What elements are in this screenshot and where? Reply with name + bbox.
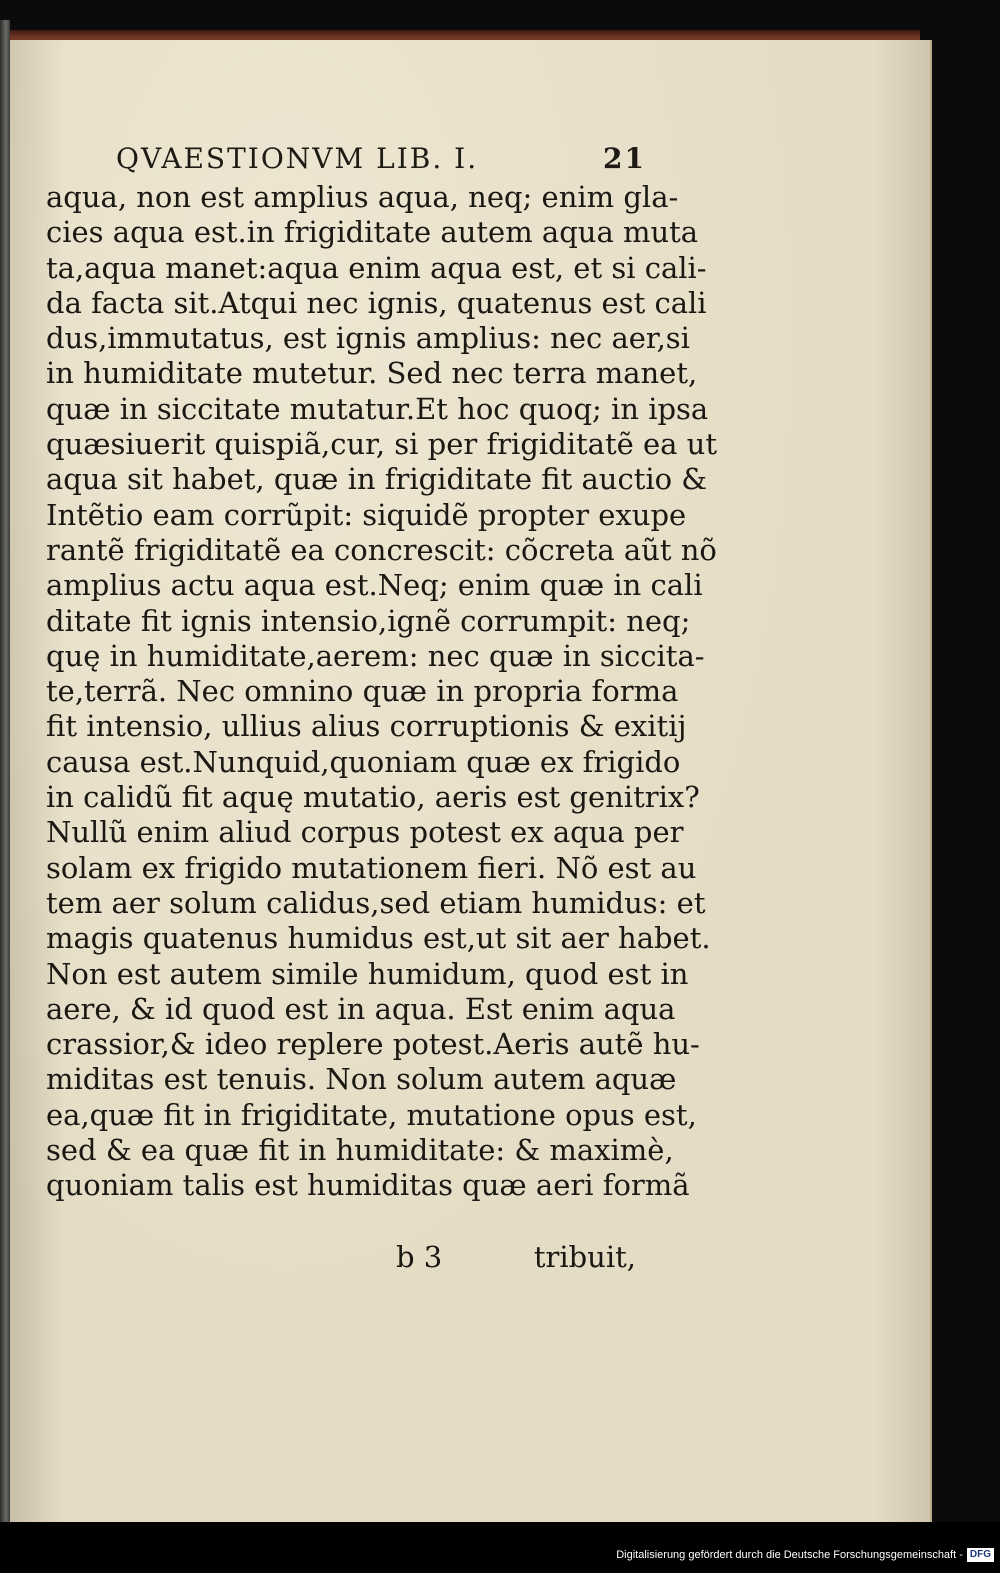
- funding-credit-text: Digitalisierung gefördert durch die Deutsche Forschungsgemeinschaft -: [616, 1549, 963, 1561]
- text-line: te,terrã. Nec omnino quæ in propria forma: [46, 674, 679, 709]
- text-line: rantẽ frigiditatẽ ea concrescit: cõcreta aũt nõ: [46, 532, 717, 567]
- running-header: [104, 142, 664, 178]
- text-line: aere, & id quod est in aqua. Est enim aqua: [46, 991, 676, 1026]
- text-line: quæsiuerit quispiã,cur, si per frigiditatẽ ea ut: [46, 427, 717, 462]
- text-line: cies aqua est.in frigiditate autem aqua muta: [46, 215, 699, 250]
- catchword: tribuit,: [533, 1240, 636, 1274]
- body-text: [46, 180, 717, 1204]
- text-line: quę in humiditate,aerem: nec quæ in siccita-: [46, 638, 705, 673]
- text-line: dus,immutatus, est ignis amplius: nec aer,si: [46, 321, 690, 356]
- text-line: amplius actu aqua est.Neq; enim quæ in cali: [46, 568, 703, 603]
- text-line: miditas est tenuis. Non solum autem aquæ: [46, 1062, 677, 1097]
- text-line: aqua sit habet, quæ in frigiditate fit auctio &: [46, 462, 708, 497]
- catchline: [46, 1240, 646, 1276]
- text-line: in humiditate mutetur. Sed nec terra manet,: [46, 356, 698, 391]
- text-line: aqua, non est amplius aqua, neq; enim gla-: [46, 180, 679, 214]
- book-spine: [0, 20, 10, 1530]
- text-line: Intẽtio eam corrũpit: siquidẽ propter exupe: [46, 497, 687, 532]
- text-line: Nullũ enim aliud corpus potest ex aqua per: [46, 815, 684, 850]
- running-title: QVAESTIONVM LIB. I.: [116, 142, 479, 175]
- text-line: tem aer solum calidus,sed etiam humidus: et: [46, 885, 706, 920]
- text-line: in calidũ fit aquę mutatio, aeris est genitrix?: [46, 780, 700, 815]
- text-line: quoniam talis est humiditas quæ aeri formã: [46, 1168, 690, 1203]
- text-line: ditate fit ignis intensio,ignẽ corrumpit: neq;: [46, 603, 691, 638]
- funding-credit: [616, 1546, 994, 1564]
- text-line: da facta sit.Atqui nec ignis, quatenus est cali: [46, 285, 707, 320]
- dfg-logo: DFG: [967, 1548, 994, 1562]
- signature-mark: b 3: [396, 1240, 443, 1274]
- text-line: fit intensio, ullius alius corruptionis & exitij: [46, 709, 687, 744]
- text-line: sed & ea quæ fit in humiditate: & maximè,: [46, 1133, 674, 1168]
- folio-number: 21: [603, 142, 646, 175]
- text-line: quæ in siccitate mutatur.Et hoc quoq; in ipsa: [46, 391, 709, 426]
- text-line: solam ex frigido mutationem fieri. Nõ est au: [46, 850, 697, 885]
- text-line: Non est autem simile humidum, quod est in: [46, 956, 689, 991]
- text-line: causa est.Nunquid,quoniam quæ ex frigido: [46, 744, 681, 779]
- text-line: crassior,& ideo replere potest.Aeris autẽ hu-: [46, 1027, 700, 1062]
- text-line: magis quatenus humidus est,ut sit aer habet.: [46, 921, 711, 956]
- text-line: ea,quæ fit in frigiditate, mutatione opus est,: [46, 1097, 697, 1132]
- text-line: ta,aqua manet:aqua enim aqua est, et si cali-: [46, 250, 707, 285]
